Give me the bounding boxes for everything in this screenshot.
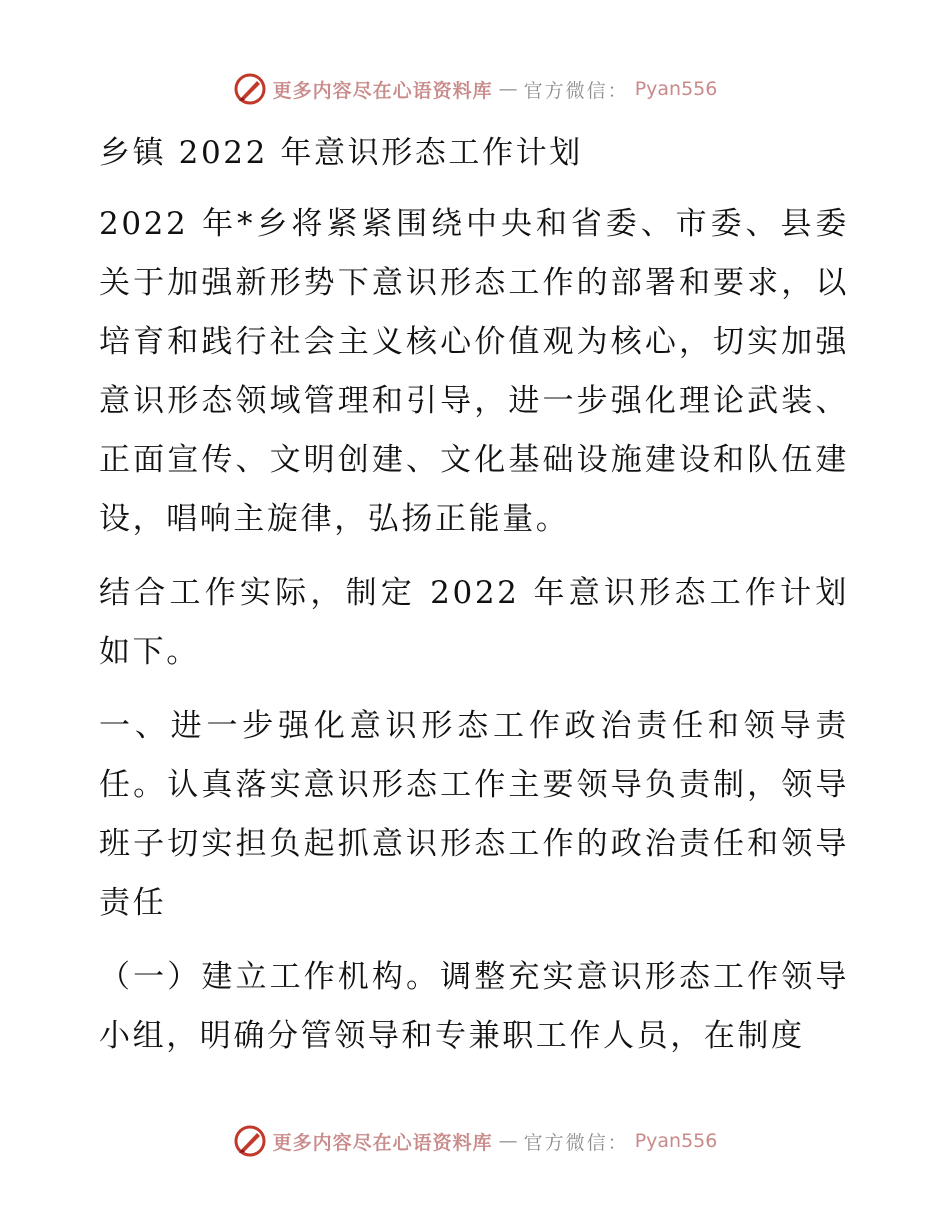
paragraph-section-one: 一、进一步强化意识形态工作政治责任和领导责任。认真落实意识形态工作主要领导负责制，领导班子切实担负起抓意识形态工作的政治责任和领导责任 (99, 708, 849, 921)
quill-logo-icon (233, 72, 267, 106)
paragraph-subsection-one: （一）建立工作机构。调整充实意识形态工作领导小组，明确分管领导和专兼职工作人员，在制度 (99, 959, 849, 1054)
watermark-wechat-label: 官方微信： (523, 79, 629, 102)
paragraph-plan: 结合工作实际，制定 2022 年意识形态工作计划如下。 (99, 575, 849, 670)
document-title: 乡镇 2022 年意识形态工作计划 (99, 135, 583, 171)
footer-watermark (0, 1124, 950, 1158)
watermark-wechat-id: Pyan556 (634, 1130, 718, 1152)
watermark-dash: — (498, 78, 518, 100)
watermark-wechat-id: Pyan556 (634, 78, 718, 100)
quill-logo-icon (233, 1124, 267, 1158)
header-watermark (0, 72, 950, 106)
watermark-main-text: 更多内容尽在心语资料库 (272, 79, 493, 102)
watermark-dash: — (498, 1130, 518, 1152)
watermark-wechat-label: 官方微信： (523, 1131, 629, 1154)
document-body (99, 124, 849, 1081)
paragraph-intro: 2022 年*乡将紧紧围绕中央和省委、市委、县委关于加强新形势下意识形态工作的部署和要求，以培育和践行社会主义核心价值观为核心，切实加强意识形态领域管理和引导，进一步强化理论武装、正面宣传、文明创建、文化基础设施建设和队伍建设，唱响主旋律，弘扬正能量。 (99, 206, 849, 537)
watermark-main-text: 更多内容尽在心语资料库 (272, 1131, 493, 1154)
